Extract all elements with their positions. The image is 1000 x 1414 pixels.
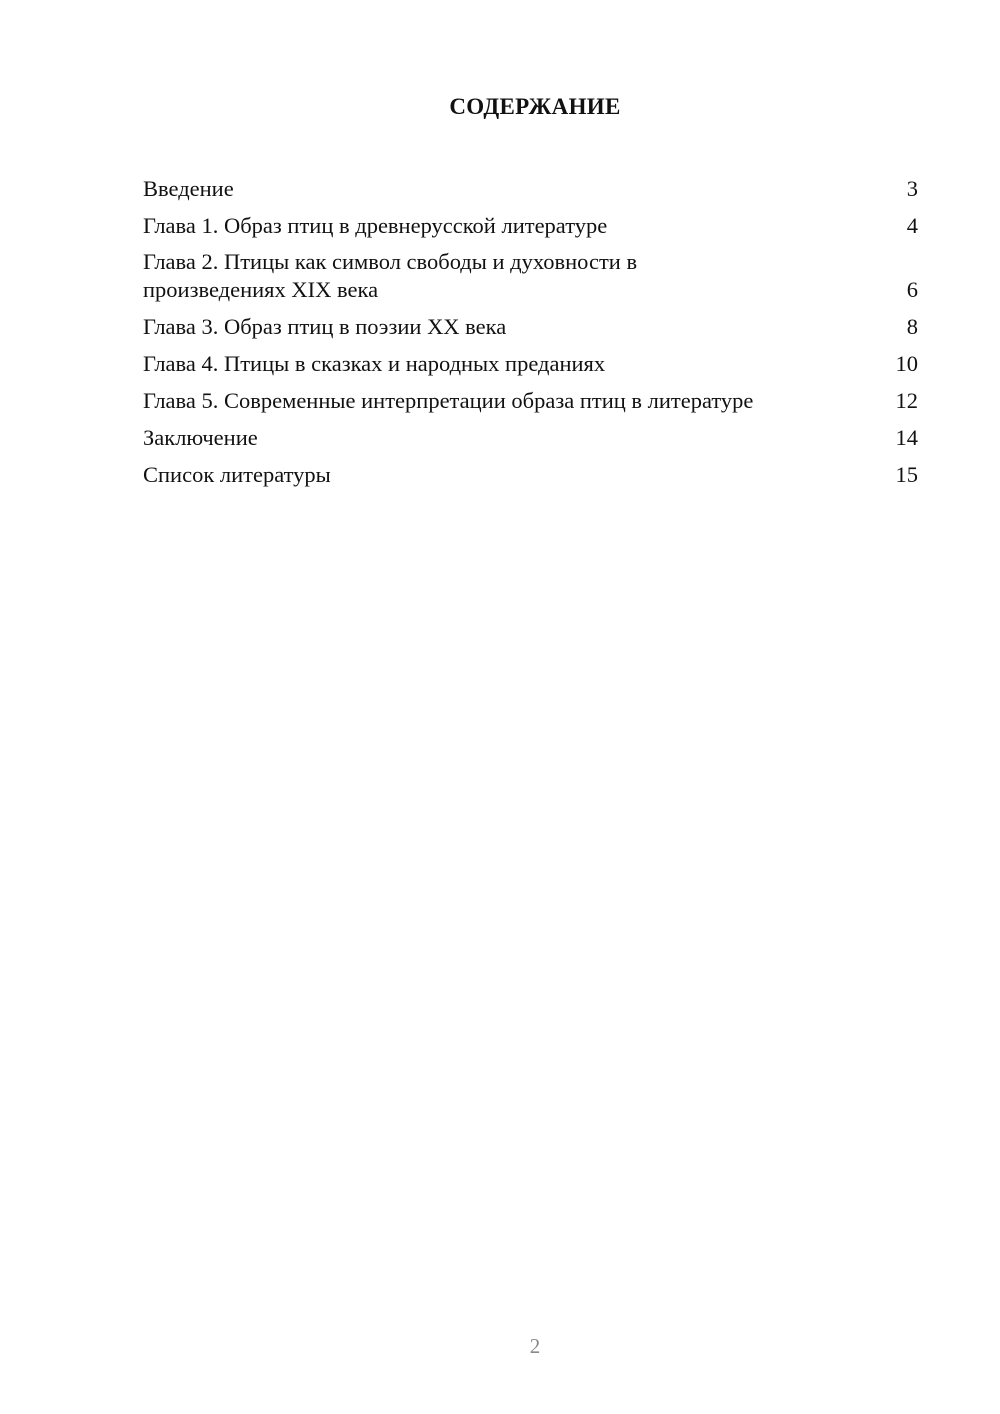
toc-entry-title: Введение [143, 176, 234, 201]
toc-entry-page: 8 [906, 314, 918, 339]
toc-entry-title-line1: Глава 2. Птицы как символ свободы и духовности в [143, 249, 638, 274]
toc-entry-page: 14 [895, 425, 918, 450]
toc-entry-title: Глава 3. Образ птиц в поэзии XX века [143, 314, 507, 339]
toc-entry-title [143, 248, 907, 306]
toc-entry-title: Заключение [143, 425, 258, 450]
toc-entry-page: 3 [906, 176, 918, 201]
toc-entry [143, 242, 918, 306]
toc-entry [143, 417, 918, 454]
toc-heading: СОДЕРЖАНИЕ [449, 94, 621, 119]
toc-entry-title: Список литературы [143, 462, 331, 487]
toc-entry [143, 168, 918, 205]
toc-entry-title: Глава 5. Современные интерпретации образа птиц в литературе [143, 388, 754, 413]
toc-entry [143, 454, 918, 491]
toc-entry [143, 380, 918, 417]
toc-entry-page: 15 [895, 462, 918, 487]
toc-entry [143, 306, 918, 343]
toc-entry-page: 12 [895, 388, 918, 413]
toc-entry-title-line2: произведениях XIX века [143, 277, 379, 302]
toc-entry [143, 205, 918, 242]
toc-entry-title: Глава 1. Образ птиц в древнерусской литературе [143, 213, 608, 238]
toc-entry-page: 10 [895, 351, 918, 376]
table-of-contents [143, 168, 918, 491]
toc-entry-page: 6 [906, 277, 918, 302]
toc-entry-title: Глава 4. Птицы в сказках и народных преданиях [143, 351, 606, 376]
toc-entry-page: 4 [906, 213, 918, 238]
page-number: 2 [529, 1334, 541, 1358]
toc-entry [143, 343, 918, 380]
